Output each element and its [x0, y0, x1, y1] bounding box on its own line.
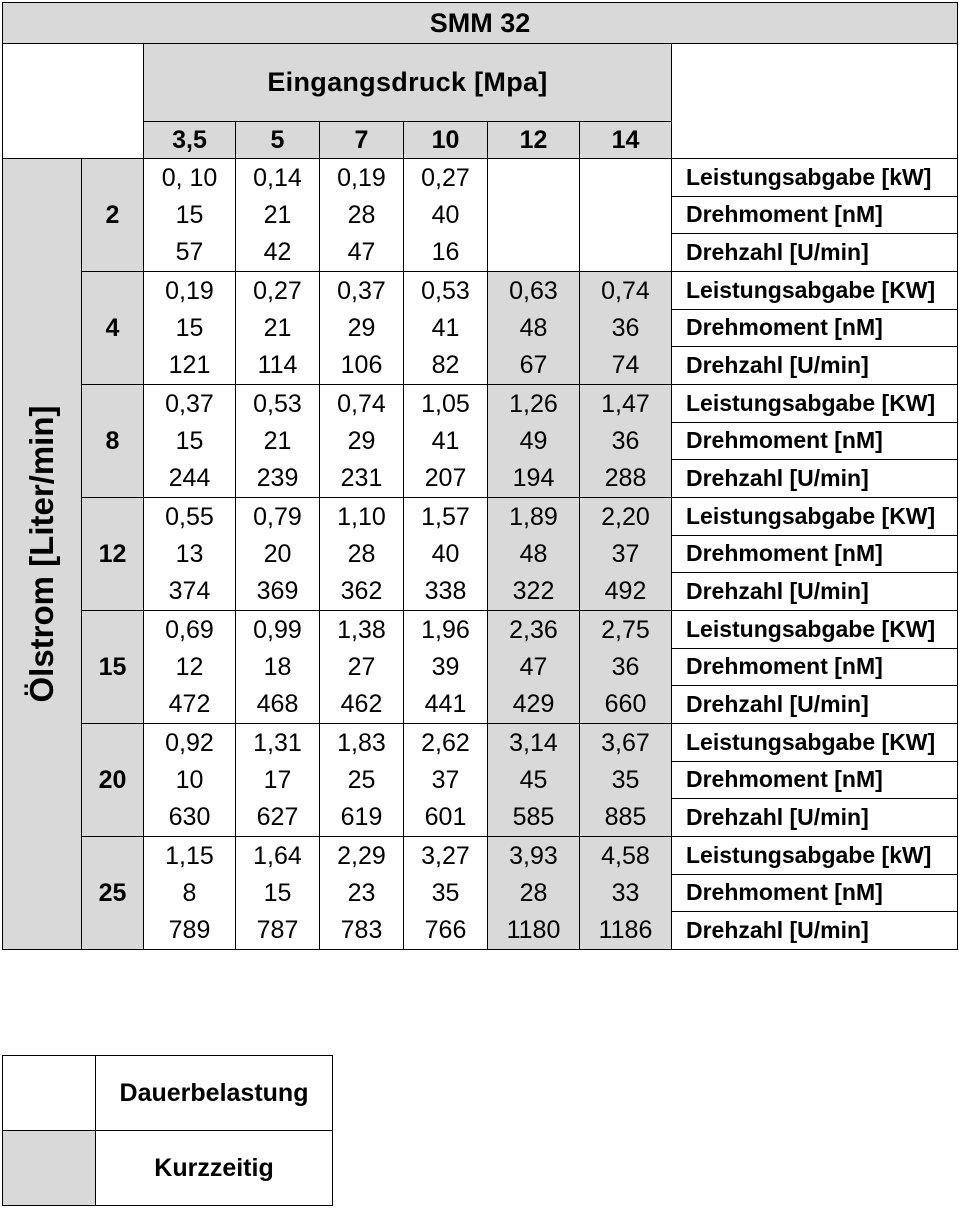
- cell-value: 28: [347, 201, 376, 229]
- cell-value: 67: [519, 351, 548, 379]
- cell-value: 106: [340, 351, 383, 379]
- cell-value: 1186: [598, 916, 653, 944]
- pressure-value: 14: [580, 122, 672, 159]
- metric-label: Leistungsabgabe [KW]: [672, 498, 958, 536]
- cell-value: 288: [604, 464, 647, 492]
- cell-value: 47: [347, 238, 376, 266]
- cell-value: 41: [431, 427, 460, 455]
- cell-value: 472: [168, 690, 211, 718]
- legend-row: [3, 1056, 333, 1131]
- cell-value: 15: [175, 314, 204, 342]
- cell-value: 789: [168, 916, 211, 944]
- metric-label: Drehmoment [nM]: [672, 648, 958, 686]
- value-cell: [488, 611, 580, 724]
- cell-value: 21: [263, 427, 292, 455]
- metric-label: Drehmoment [nM]: [672, 535, 958, 573]
- flow-value: 25: [82, 837, 144, 950]
- legend-swatch: [3, 1131, 96, 1206]
- flow-value: 12: [82, 498, 144, 611]
- value-cell: [320, 159, 404, 272]
- cell-value: 0,92: [165, 729, 214, 757]
- cell-value: 2,36: [509, 616, 558, 644]
- cell-value: 47: [519, 653, 548, 681]
- cell-value: 0,99: [253, 616, 302, 644]
- cell-value: 3,14: [509, 729, 558, 757]
- cell-value: 42: [263, 238, 292, 266]
- metric-label: Leistungsabgabe [kW]: [672, 159, 958, 197]
- value-cell: [488, 385, 580, 498]
- cell-value: [580, 234, 671, 271]
- metric-label: Drehmoment [nM]: [672, 761, 958, 799]
- cell-value: 0,63: [509, 277, 558, 305]
- cell-value: 28: [519, 879, 548, 907]
- cell-value: 194: [512, 464, 555, 492]
- cell-value: 1,26: [509, 390, 558, 418]
- cell-value: [488, 160, 579, 197]
- cell-value: 8: [182, 879, 197, 907]
- table-row: [3, 272, 958, 310]
- value-cell: [488, 837, 580, 950]
- flow-axis-text: Ölstrom [Liter/min]: [23, 405, 60, 703]
- pressure-header: Eingangsdruck [Mpa]: [144, 44, 672, 122]
- cell-value: 57: [175, 238, 204, 266]
- cell-value: 1,05: [421, 390, 470, 418]
- table-row: [3, 159, 958, 197]
- cell-value: 3,27: [421, 842, 470, 870]
- value-cell: [236, 837, 320, 950]
- table-title: SMM 32: [3, 3, 958, 44]
- cell-value: 21: [263, 314, 292, 342]
- metric-label: Drehzahl [U/min]: [672, 460, 958, 498]
- cell-value: 17: [263, 766, 292, 794]
- pressure-value: 5: [236, 122, 320, 159]
- cell-value: 362: [340, 577, 383, 605]
- metric-label: Drehmoment [nM]: [672, 422, 958, 460]
- metric-label: Drehzahl [U/min]: [672, 686, 958, 724]
- flow-value: 20: [82, 724, 144, 837]
- cell-value: 0,79: [253, 503, 302, 531]
- cell-value: 1,47: [601, 390, 650, 418]
- cell-value: 2,75: [601, 616, 650, 644]
- cell-value: 74: [611, 351, 640, 379]
- cell-value: 630: [168, 803, 211, 831]
- cell-value: [488, 197, 579, 234]
- flow-value: 8: [82, 385, 144, 498]
- cell-value: 36: [611, 427, 640, 455]
- cell-value: 429: [512, 690, 555, 718]
- value-cell: [404, 498, 488, 611]
- value-cell: [320, 837, 404, 950]
- legend-swatch: [3, 1056, 96, 1131]
- cell-value: 36: [611, 653, 640, 681]
- cell-value: 28: [347, 540, 376, 568]
- value-cell: [236, 498, 320, 611]
- cell-value: 0,55: [165, 503, 214, 531]
- cell-value: 0, 10: [161, 164, 218, 192]
- cell-value: 0,19: [165, 277, 214, 305]
- cell-value: 441: [424, 690, 467, 718]
- cell-value: 244: [168, 464, 211, 492]
- cell-value: 40: [431, 540, 460, 568]
- value-cell: [488, 159, 580, 272]
- cell-value: 0,14: [253, 164, 302, 192]
- cell-value: 27: [347, 653, 376, 681]
- cell-value: 1,89: [509, 503, 558, 531]
- cell-value: 0,53: [253, 390, 302, 418]
- cell-value: 13: [175, 540, 204, 568]
- cell-value: 49: [519, 427, 548, 455]
- cell-value: 39: [431, 653, 460, 681]
- performance-table: [2, 2, 958, 950]
- pressure-value: 3,5: [144, 122, 236, 159]
- cell-value: 619: [340, 803, 383, 831]
- cell-value: 2,29: [337, 842, 386, 870]
- cell-value: 15: [263, 879, 292, 907]
- cell-value: 18: [263, 653, 292, 681]
- cell-value: 4,58: [601, 842, 650, 870]
- cell-value: 766: [424, 916, 467, 944]
- table-row: [3, 385, 958, 423]
- value-cell: [144, 498, 236, 611]
- value-cell: [144, 724, 236, 837]
- cell-value: 585: [512, 803, 555, 831]
- cell-value: 35: [431, 879, 460, 907]
- metric-label: Leistungsabgabe [KW]: [672, 272, 958, 310]
- cell-value: 20: [263, 540, 292, 568]
- cell-value: 1180: [506, 916, 561, 944]
- cell-value: 36: [611, 314, 640, 342]
- cell-value: 885: [604, 803, 647, 831]
- value-cell: [488, 498, 580, 611]
- cell-value: 0,53: [421, 277, 470, 305]
- value-cell: [144, 159, 236, 272]
- table-row: [3, 837, 958, 875]
- table-row: [3, 611, 958, 649]
- cell-value: 33: [611, 879, 640, 907]
- legend-table: [2, 1055, 333, 1206]
- value-cell: [236, 385, 320, 498]
- cell-value: 627: [256, 803, 299, 831]
- cell-value: 3,67: [601, 729, 650, 757]
- cell-value: 0,19: [337, 164, 386, 192]
- cell-value: 207: [424, 464, 467, 492]
- value-cell: [320, 272, 404, 385]
- value-cell: [236, 272, 320, 385]
- value-cell: [144, 385, 236, 498]
- cell-value: 1,83: [337, 729, 386, 757]
- legend-row: [3, 1131, 333, 1206]
- cell-value: [580, 160, 671, 197]
- cell-value: [580, 197, 671, 234]
- legend-label: Dauerbelastung: [96, 1056, 333, 1131]
- value-cell: [580, 724, 672, 837]
- value-cell: [580, 611, 672, 724]
- cell-value: 1,64: [253, 842, 302, 870]
- cell-value: 3,93: [509, 842, 558, 870]
- cell-value: 15: [175, 201, 204, 229]
- metric-label: Drehmoment [nM]: [672, 874, 958, 912]
- metric-label: Drehzahl [U/min]: [672, 799, 958, 837]
- value-cell: [236, 159, 320, 272]
- value-cell: [404, 837, 488, 950]
- cell-value: [488, 234, 579, 271]
- cell-value: 82: [431, 351, 460, 379]
- value-cell: [488, 724, 580, 837]
- metric-label: Drehzahl [U/min]: [672, 573, 958, 611]
- value-cell: [404, 724, 488, 837]
- pressure-value: 10: [404, 122, 488, 159]
- cell-value: 322: [512, 577, 555, 605]
- value-cell: [404, 159, 488, 272]
- cell-value: 1,96: [421, 616, 470, 644]
- legend-label: Kurzzeitig: [96, 1131, 333, 1206]
- pressure-value: 7: [320, 122, 404, 159]
- table-row: [3, 724, 958, 762]
- cell-value: 0,37: [337, 277, 386, 305]
- value-cell: [144, 611, 236, 724]
- value-cell: [580, 272, 672, 385]
- cell-value: 21: [263, 201, 292, 229]
- cell-value: 29: [347, 427, 376, 455]
- value-cell: [580, 159, 672, 272]
- value-cell: [580, 385, 672, 498]
- metric-label: Drehzahl [U/min]: [672, 912, 958, 950]
- cell-value: 2,20: [601, 503, 650, 531]
- label-header-cell: [672, 44, 958, 159]
- value-cell: [580, 837, 672, 950]
- cell-value: 37: [611, 540, 640, 568]
- value-cell: [320, 611, 404, 724]
- cell-value: 1,57: [421, 503, 470, 531]
- cell-value: 114: [257, 351, 298, 379]
- cell-value: 23: [347, 879, 376, 907]
- cell-value: 121: [168, 351, 211, 379]
- value-cell: [404, 272, 488, 385]
- cell-value: 0,27: [421, 164, 470, 192]
- cell-value: 15: [175, 427, 204, 455]
- value-cell: [320, 498, 404, 611]
- cell-value: 601: [424, 803, 467, 831]
- metric-label: Drehzahl [U/min]: [672, 347, 958, 385]
- value-cell: [144, 272, 236, 385]
- flow-value: 2: [82, 159, 144, 272]
- value-cell: [320, 385, 404, 498]
- value-cell: [320, 724, 404, 837]
- cell-value: 45: [519, 766, 548, 794]
- metric-label: Leistungsabgabe [kW]: [672, 837, 958, 875]
- cell-value: 1,15: [165, 842, 214, 870]
- cell-value: 0,74: [337, 390, 386, 418]
- value-cell: [144, 837, 236, 950]
- flow-axis-label: [3, 159, 82, 950]
- cell-value: 783: [340, 916, 383, 944]
- value-cell: [236, 611, 320, 724]
- cell-value: 1,10: [337, 503, 386, 531]
- cell-value: 12: [175, 653, 204, 681]
- flow-value: 15: [82, 611, 144, 724]
- cell-value: 48: [519, 540, 548, 568]
- metric-label: Drehzahl [U/min]: [672, 234, 958, 272]
- value-cell: [404, 385, 488, 498]
- cell-value: 16: [431, 238, 460, 266]
- cell-value: 48: [519, 314, 548, 342]
- metric-label: Leistungsabgabe [KW]: [672, 611, 958, 649]
- metric-label: Drehmoment [nM]: [672, 309, 958, 347]
- cell-value: 37: [431, 766, 460, 794]
- value-cell: [580, 498, 672, 611]
- cell-value: 660: [604, 690, 647, 718]
- cell-value: 374: [168, 577, 211, 605]
- cell-value: 0,74: [601, 277, 650, 305]
- pressure-value: 12: [488, 122, 580, 159]
- cell-value: 462: [340, 690, 383, 718]
- flow-value: 4: [82, 272, 144, 385]
- table-row: [3, 498, 958, 536]
- cell-value: 25: [347, 766, 376, 794]
- cell-value: 338: [424, 577, 467, 605]
- corner-cell: [3, 44, 144, 159]
- cell-value: 0,27: [253, 277, 302, 305]
- cell-value: 2,62: [421, 729, 470, 757]
- cell-value: 35: [611, 766, 640, 794]
- cell-value: 468: [256, 690, 299, 718]
- value-cell: [488, 272, 580, 385]
- cell-value: 0,37: [165, 390, 214, 418]
- cell-value: 0,69: [165, 616, 214, 644]
- cell-value: 231: [340, 464, 383, 492]
- metric-label: Drehmoment [nM]: [672, 196, 958, 234]
- cell-value: 787: [256, 916, 299, 944]
- cell-value: 29: [347, 314, 376, 342]
- value-cell: [236, 724, 320, 837]
- metric-label: Leistungsabgabe [KW]: [672, 724, 958, 762]
- cell-value: 1,31: [253, 729, 302, 757]
- metric-label: Leistungsabgabe [KW]: [672, 385, 958, 423]
- cell-value: 369: [256, 577, 299, 605]
- value-cell: [404, 611, 488, 724]
- cell-value: 10: [175, 766, 204, 794]
- cell-value: 1,38: [337, 616, 386, 644]
- cell-value: 239: [256, 464, 299, 492]
- cell-value: 492: [604, 577, 647, 605]
- cell-value: 41: [431, 314, 460, 342]
- cell-value: 40: [431, 201, 460, 229]
